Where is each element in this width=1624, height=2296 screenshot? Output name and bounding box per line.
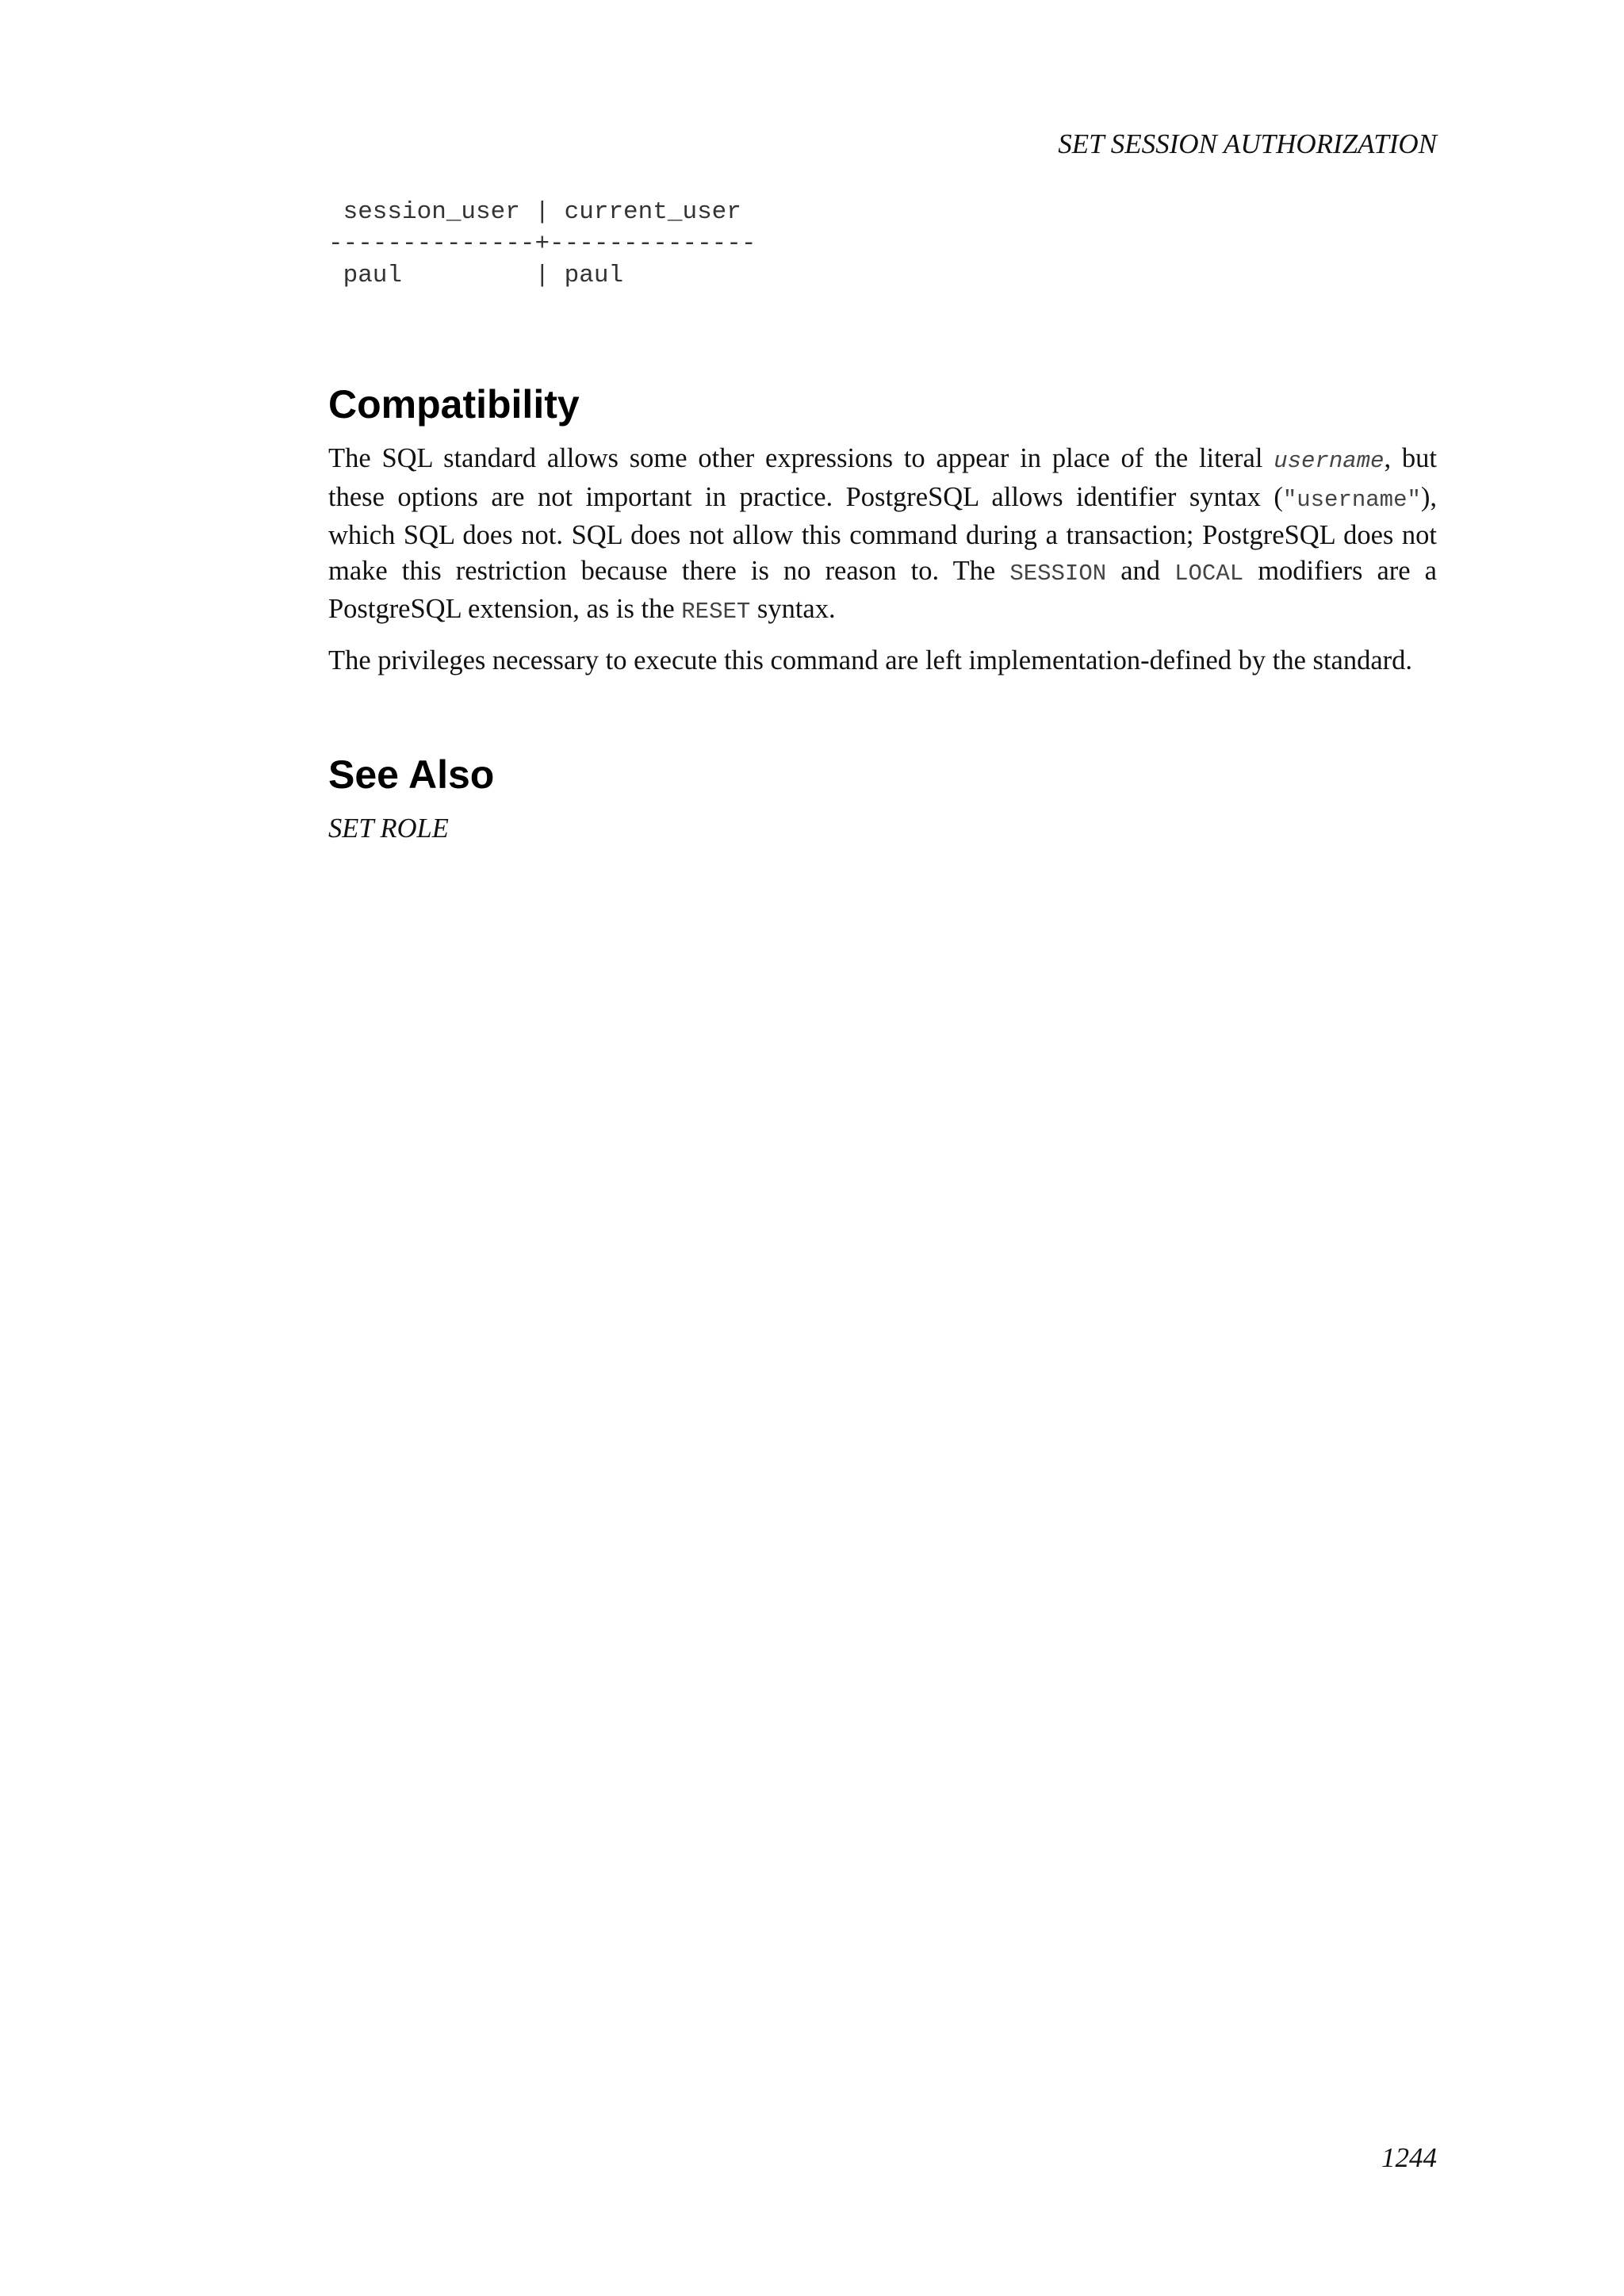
page-number: 1244 — [1381, 2142, 1437, 2173]
text-segment: syntax. — [750, 594, 836, 624]
see-also-link-set-role[interactable]: SET ROLE — [328, 813, 449, 844]
code-local: LOCAL — [1174, 560, 1244, 587]
text-segment: and — [1106, 555, 1175, 586]
see-also-heading: See Also — [328, 752, 495, 797]
compatibility-paragraph-2: The privileges necessary to execute this command are left implementation-defined by the standard. — [328, 645, 1413, 675]
code-session: SESSION — [1009, 560, 1107, 587]
output-data-row: paul | paul — [328, 262, 624, 289]
code-quoted-username: "username" — [1282, 486, 1421, 513]
text-segment: ), which SQL does not. SQL does not allow this command during a transaction; PostgreSQL does not make this restriction because there is no reason to. The — [328, 481, 1437, 586]
text-segment: modifiers are a PostgreSQL extension, as is the — [328, 555, 1437, 624]
compatibility-paragraph-1 — [328, 441, 1437, 630]
page-content — [328, 197, 1437, 847]
code-reset: RESET — [681, 599, 751, 625]
running-header: SET SESSION AUTHORIZATION — [1058, 128, 1437, 159]
text-segment: The SQL standard allows some other expressions to appear in place of the literal — [328, 443, 1274, 473]
code-username-replaceable: username — [1274, 448, 1385, 474]
compatibility-heading: Compatibility — [328, 382, 580, 427]
text-segment: , but these options are not important in practice. PostgreSQL allows identifier syntax ( — [328, 443, 1437, 512]
output-header-row: session_user | current_user — [328, 198, 741, 226]
output-separator-row: --------------+-------------- — [328, 230, 756, 258]
query-output — [328, 197, 1437, 292]
